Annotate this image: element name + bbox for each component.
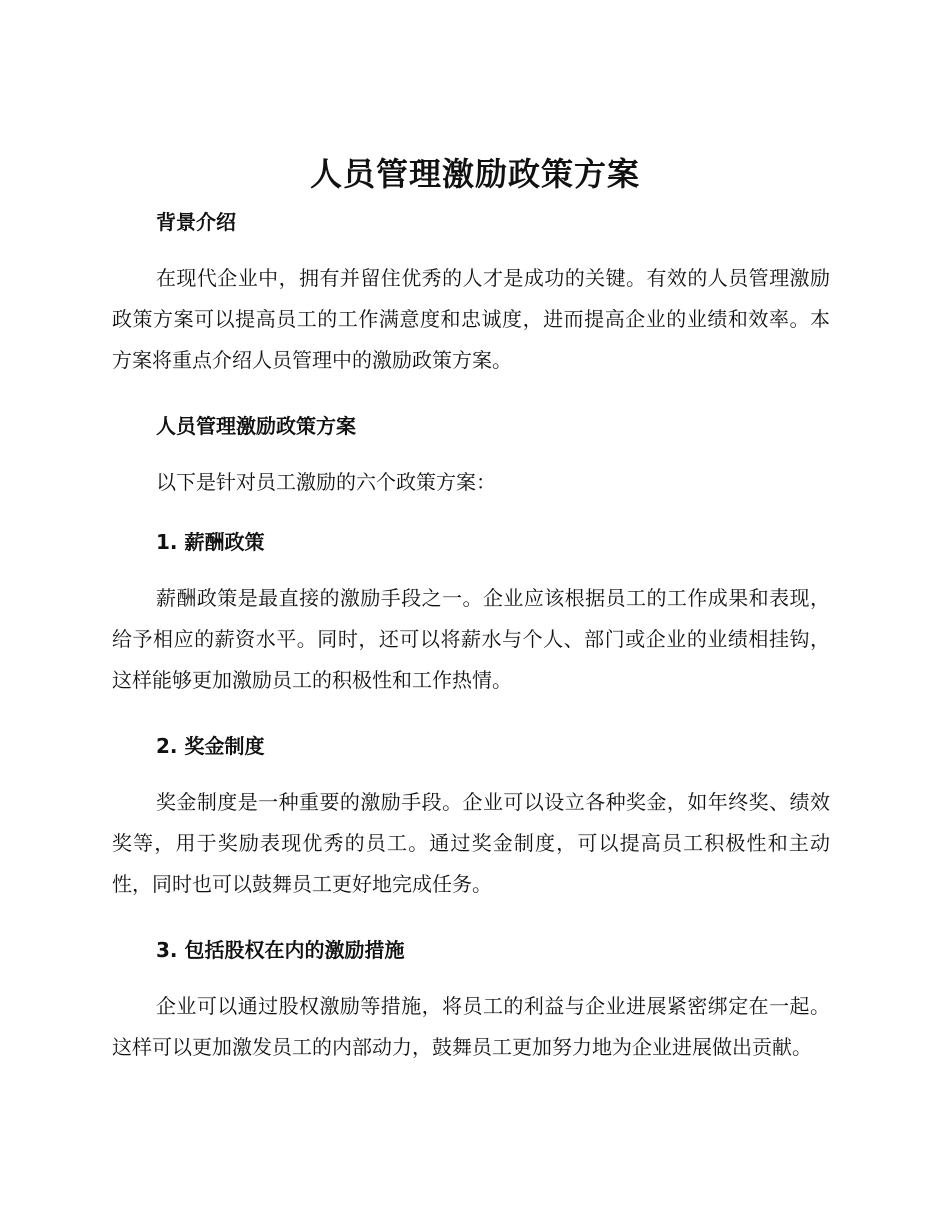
section-paragraph-equity-incentives: 企业可以通过股权激励等措施，将员工的利益与企业进展紧密绑定在一起。这样可以更加激发员工的内部动力，鼓舞员工更加努力地为企业进展做出贡献。 — [112, 994, 830, 1059]
section-heading-background: 背景介绍 — [156, 210, 236, 234]
section-heading-equity-incentives: 3. 包括股权在内的激励措施 — [156, 938, 405, 962]
section-heading-bonus-system: 2. 奖金制度 — [156, 734, 265, 758]
section-paragraph-salary-policy: 薪酬政策是最直接的激励手段之一。企业应该根据员工的工作成果和表现，给予相应的薪资水平。同时，还可以将薪水与个人、部门或企业的业绩相挂钩，这样能够更加激励员工的积极性和工作热情。 — [112, 586, 830, 692]
section-paragraph-policy-plan: 以下是针对员工激励的六个政策方案： — [156, 470, 496, 494]
section-heading-salary-policy: 1. 薪酬政策 — [156, 530, 265, 554]
section-paragraph-background: 在现代企业中，拥有并留住优秀的人才是成功的关键。有效的人员管理激励政策方案可以提高员工的工作满意度和忠诚度，进而提高企业的业绩和效率。本方案将重点介绍人员管理中的激励政策方案。 — [112, 266, 830, 372]
section-heading-policy-plan: 人员管理激励政策方案 — [156, 414, 356, 438]
document-title: 人员管理激励政策方案 — [309, 155, 640, 193]
section-paragraph-bonus-system: 奖金制度是一种重要的激励手段。企业可以设立各种奖金，如年终奖、绩效奖等，用于奖励表现优秀的员工。通过奖金制度，可以提高员工积极性和主动性，同时也可以鼓舞员工更好地完成任务。 — [112, 790, 830, 896]
